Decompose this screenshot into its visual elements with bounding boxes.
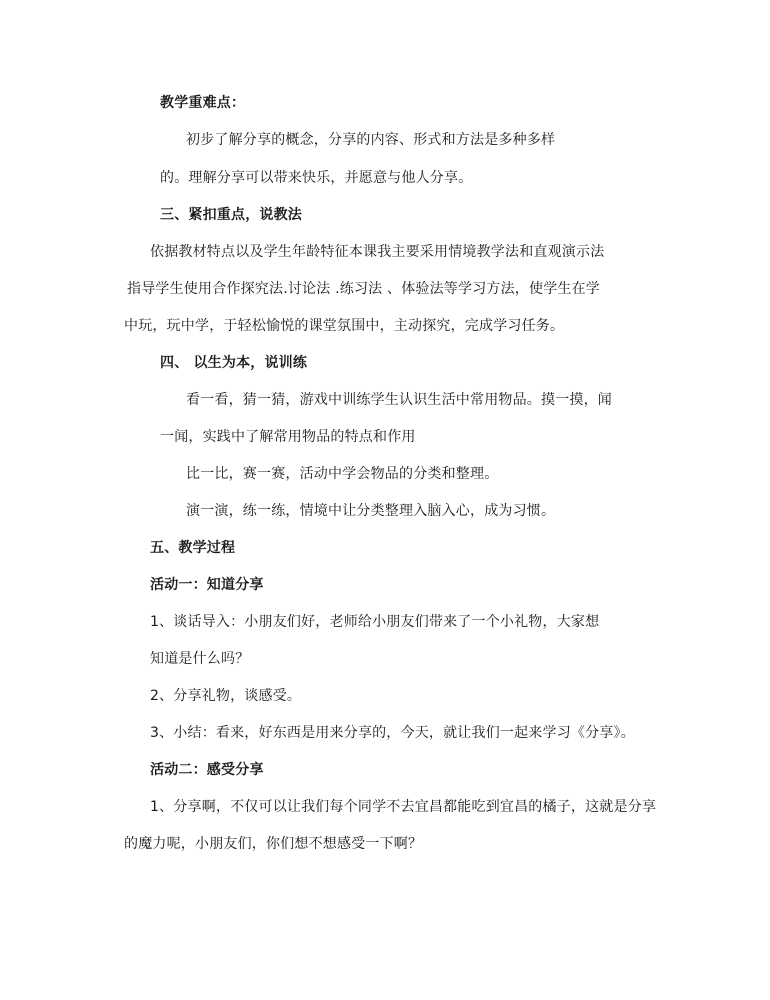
paragraph-line: 一闻，实践中了解常用物品的特点和作用 bbox=[160, 429, 416, 445]
activity-heading-1: 活动一：知道分享 bbox=[150, 577, 264, 593]
paragraph-line: 知道是什么吗？ bbox=[150, 651, 250, 667]
paragraph-line: 的魔力呢，小朋友们，你们想不想感受一下啊？ bbox=[124, 836, 423, 852]
section-heading-5: 五、教学过程 bbox=[150, 540, 236, 556]
paragraph-line: 比一比，赛一赛，活动中学会物品的分类和整理。 bbox=[186, 466, 499, 482]
section-heading-3: 三、紧扣重点，说教法 bbox=[160, 207, 302, 223]
paragraph-line: 依据教材特点以及学生年龄特征本课我主要采用情境教学法和直观演示法 bbox=[150, 244, 605, 260]
paragraph-line: 演一演，练一练，情境中让分类整理入脑入心，成为习惯。 bbox=[186, 503, 556, 519]
paragraph-line: 2、分享礼物，谈感受。 bbox=[150, 688, 302, 704]
heading-key-difficulties: 教学重难点： bbox=[160, 95, 246, 111]
paragraph-line: 指导学生使用合作探究法.讨论法 .练习法 、体验法等学习方法，使学生在学 bbox=[127, 281, 600, 297]
paragraph-line: 看一看，猜一猜，游戏中训练学生认识生活中常用物品。摸一摸，闻 bbox=[186, 392, 612, 408]
paragraph-line: 中玩，玩中学，于轻松愉悦的课堂氛围中，主动探究，完成学习任务。 bbox=[124, 318, 565, 334]
paragraph-line: 的。理解分享可以带来快乐，并愿意与他人分享。 bbox=[160, 170, 473, 186]
paragraph-line: 初步了解分享的概念，分享的内容、形式和方法是多种多样 bbox=[186, 132, 556, 148]
activity-heading-2: 活动二：感受分享 bbox=[150, 762, 264, 778]
paragraph-line: 1、谈话导入：小朋友们好，老师给小朋友们带来了一个小礼物，大家想 bbox=[150, 614, 600, 630]
section-heading-4: 四、 以生为本，说训练 bbox=[160, 355, 308, 371]
paragraph-line: 1、分享啊，不仅可以让我们每个同学不去宜昌都能吃到宜昌的橘子，这就是分享 bbox=[150, 799, 657, 815]
paragraph-line: 3、小结：看来，好东西是用来分享的，今天，就让我们一起来学习《分享》。 bbox=[150, 725, 635, 741]
